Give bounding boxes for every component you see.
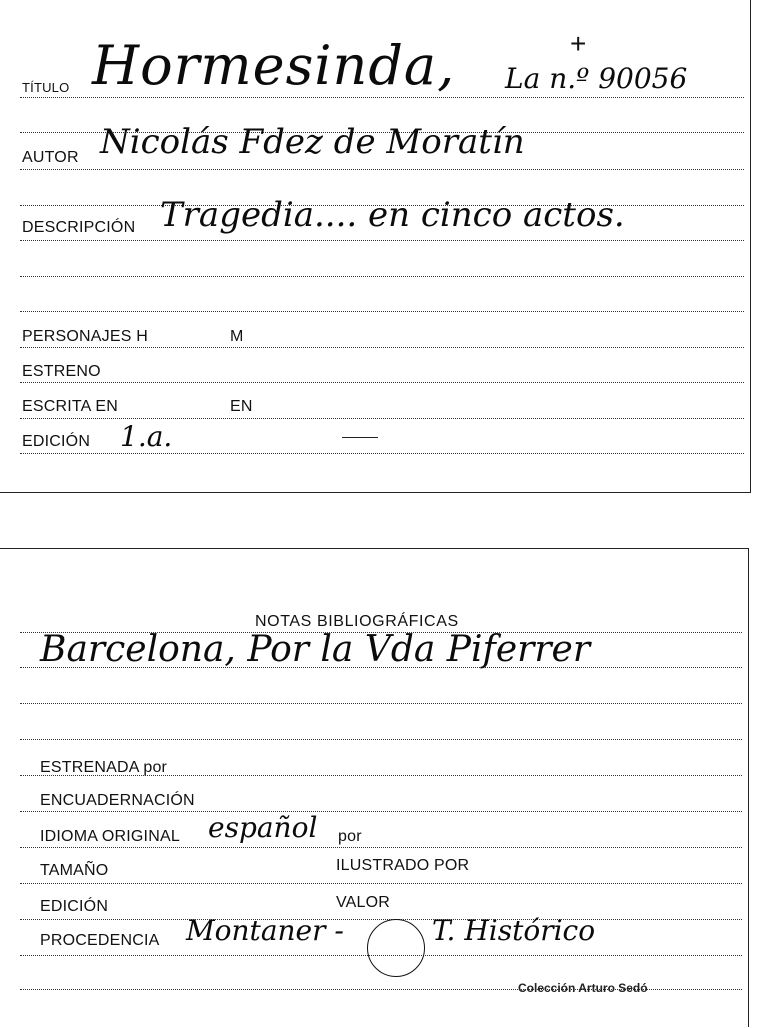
rule — [20, 418, 744, 419]
rule — [20, 847, 742, 848]
personajes-h-label: PERSONAJES H — [22, 328, 148, 345]
encuadernacion-label: ENCUADERNACIÓN — [40, 792, 195, 809]
autor-value: Nicolás Fdez de Moratín — [100, 122, 525, 162]
rule — [20, 453, 744, 454]
descripcion-label: DESCRIPCIÓN — [22, 219, 136, 236]
rule — [20, 276, 744, 277]
card-front — [0, 0, 751, 493]
descripcion-value: Tragedia.... en cinco actos. — [160, 195, 625, 235]
card-back — [0, 548, 749, 1027]
ilustrado-label: ILUSTRADO POR — [336, 857, 470, 874]
autor-label: AUTOR — [22, 149, 79, 166]
rule — [20, 382, 744, 383]
tamano-label: TAMAÑO — [40, 862, 109, 879]
notas-value: Barcelona, Por la Vda Piferrer — [40, 629, 591, 670]
idioma-label: IDIOMA ORIGINAL — [40, 828, 180, 845]
escrita-en-label: ESCRITA EN — [22, 398, 118, 415]
rule — [20, 240, 744, 241]
idioma-value: español — [208, 811, 318, 844]
rule — [20, 739, 742, 740]
plus-mark: + — [570, 28, 587, 59]
procedencia-value-left: Montaner - — [186, 914, 344, 947]
rule — [20, 97, 744, 98]
idioma-por-label: por — [338, 828, 362, 845]
estrenada-label: ESTRENADA por — [40, 759, 168, 776]
rule — [20, 703, 742, 704]
pencil-dash — [342, 437, 378, 438]
rule — [20, 311, 744, 312]
valor-label: VALOR — [336, 894, 391, 911]
stamp-circle — [367, 919, 425, 977]
rule — [20, 347, 744, 348]
edicion-label: EDICIÓN — [22, 433, 91, 450]
estreno-label: ESTRENO — [22, 363, 101, 380]
rule — [20, 811, 742, 812]
titulo-label: TÍTULO — [22, 80, 70, 95]
procedencia-label: PROCEDENCIA — [40, 932, 160, 949]
personajes-m-label: M — [230, 328, 244, 345]
notas-heading: NOTAS BIBLIOGRÁFICAS — [255, 613, 459, 630]
titulo-value: Hormesinda, — [92, 34, 456, 97]
edicion-value: 1.a. — [120, 420, 173, 453]
rule — [20, 883, 742, 884]
rule — [20, 919, 742, 920]
rule — [20, 169, 744, 170]
titulo-ref: La n.º 90056 — [505, 62, 688, 95]
en-label: EN — [230, 398, 253, 415]
collection-stamp: Colección Arturo Sedó — [518, 981, 648, 995]
procedencia-value-right: T. Histórico — [432, 914, 596, 947]
edicion-back-label: EDICIÓN — [40, 898, 109, 915]
